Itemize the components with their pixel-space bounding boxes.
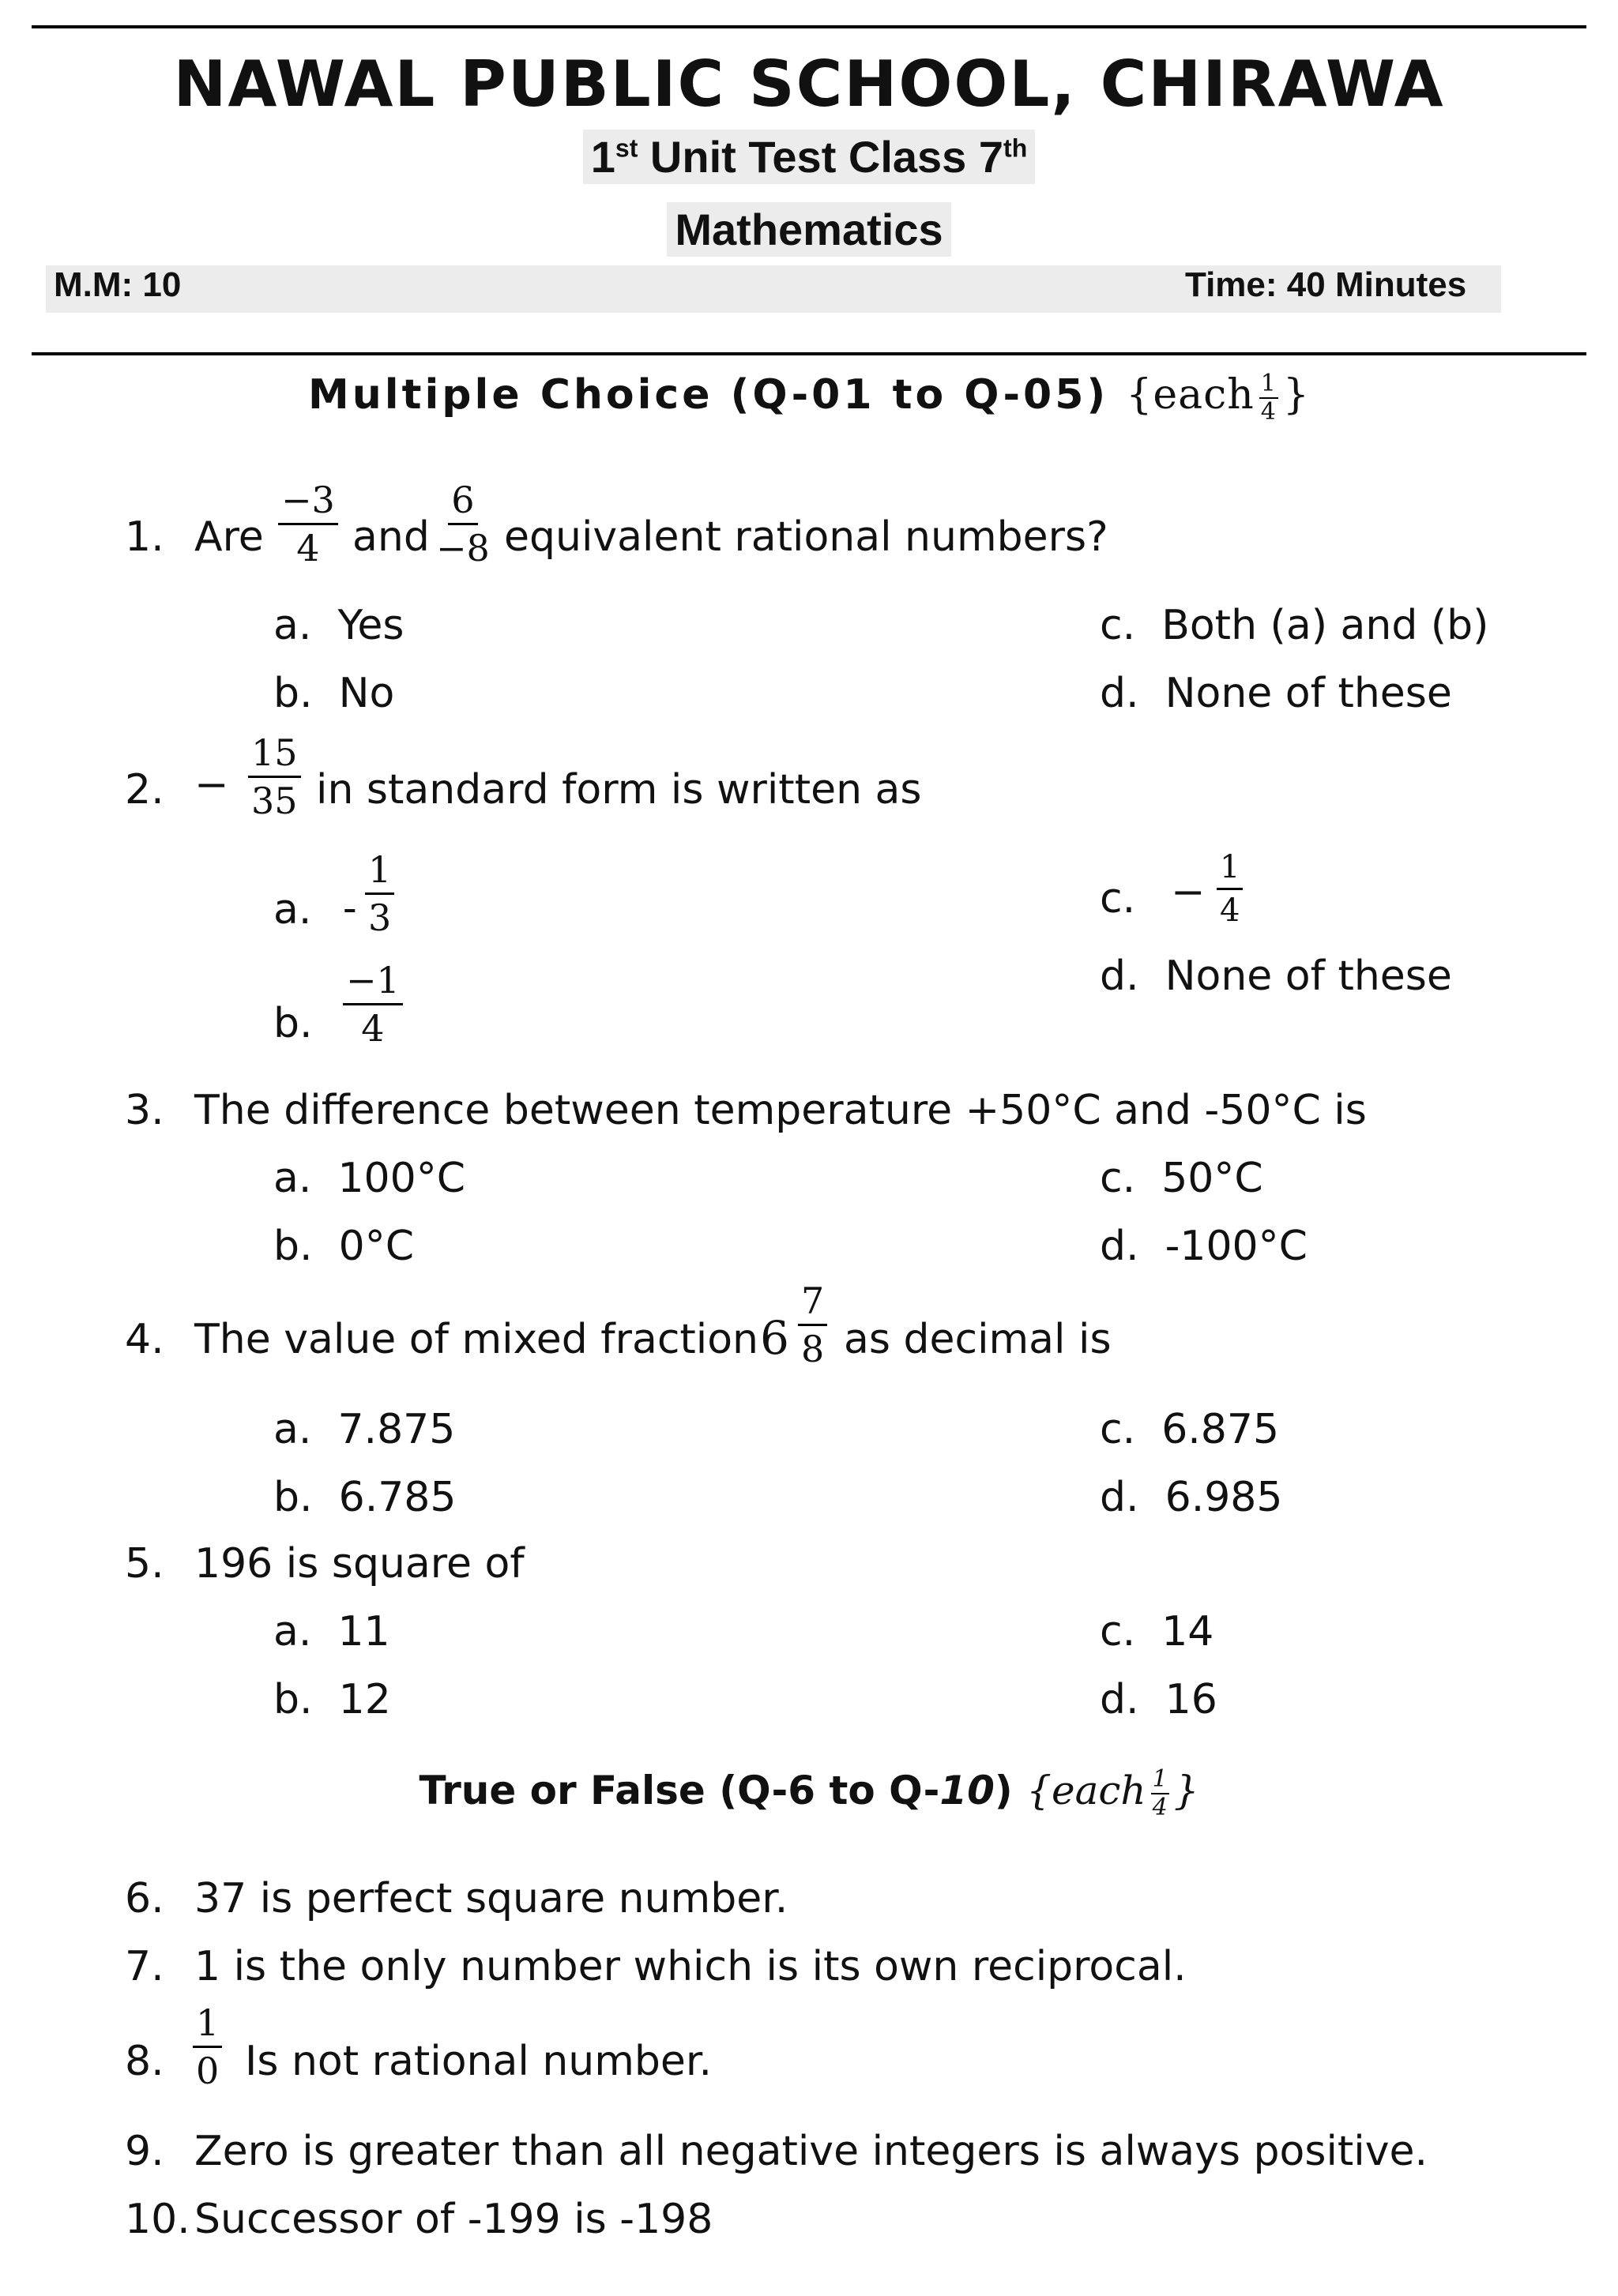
section1-frac-num: 1 <box>1260 369 1277 397</box>
q8-f-num: 1 <box>193 2005 222 2048</box>
q5-option-b <box>273 1676 391 1723</box>
letter: d. <box>1100 670 1139 717</box>
q2-f-num: 15 <box>248 735 301 778</box>
section2-marks <box>1026 1765 1199 1821</box>
q2-option-b-letter: b. <box>273 1000 313 1047</box>
letter: d. <box>1100 1676 1139 1723</box>
q2-a-den: 3 <box>368 896 392 939</box>
q4-whole: 6 <box>760 1311 789 1365</box>
q3-option-d <box>1100 1223 1308 1270</box>
q8-number: 8. <box>125 2038 164 2085</box>
q5-text: 196 is square of <box>194 1540 525 1588</box>
school-name: NAWAL PUBLIC SCHOOL, CHIRAWA <box>173 47 1445 121</box>
section-multiple-choice-title <box>0 371 1618 424</box>
q1-option-b <box>273 670 394 717</box>
q2-c-num: 1 <box>1217 851 1243 890</box>
q1-option-a <box>273 602 404 649</box>
section2-title-text: True or False (Q-6 to Q- <box>419 1768 940 1813</box>
q1-f1-num: −3 <box>278 482 338 525</box>
q4-f-num: 7 <box>798 1283 827 1326</box>
q3-option-d-text: -100°C <box>1165 1223 1308 1270</box>
section2-each: {each <box>1026 1768 1146 1813</box>
q5-option-b-text: 12 <box>338 1676 391 1723</box>
q1-option-c <box>1100 602 1488 649</box>
q4-option-d <box>1100 1474 1282 1521</box>
section1-marks <box>1126 369 1310 426</box>
max-marks: M.M: 10 <box>54 265 182 304</box>
q4-fraction <box>798 1280 827 1370</box>
unit-number: 1 <box>590 132 615 182</box>
q10-number: 10. <box>125 2196 190 2243</box>
q2-b-num: −1 <box>343 962 403 1005</box>
q1-number: 1. <box>125 513 164 561</box>
q1-option-c-text: Both (a) and (b) <box>1161 602 1489 649</box>
q5-option-c-text: 14 <box>1161 1608 1214 1655</box>
q4-f-den: 8 <box>801 1328 825 1370</box>
q3-option-b-text: 0°C <box>338 1223 415 1270</box>
q4-option-a <box>273 1406 455 1453</box>
q8-text: Is not rational number. <box>245 2038 713 2085</box>
time-allowed: Time: 40 Minutes <box>1185 265 1467 304</box>
letter: b. <box>273 1223 313 1270</box>
q1-f2-num: 6 <box>448 482 477 525</box>
section1-close: } <box>1282 371 1310 419</box>
q5-option-c <box>1100 1608 1214 1655</box>
q2-a-num: 1 <box>365 851 394 895</box>
q7-number: 7. <box>125 1943 164 1990</box>
q2-option-c-letter: c. <box>1100 875 1136 923</box>
q2-option-b-fraction <box>343 959 403 1050</box>
q2-f-den: 35 <box>251 780 298 822</box>
q3-option-b <box>273 1223 414 1270</box>
q9-text: Zero is greater than all negative integers is always positive. <box>194 2128 1428 2175</box>
q2-option-c-fraction <box>1217 849 1243 929</box>
q4-post: as decimal is <box>844 1316 1112 1363</box>
class-sup: th <box>1003 133 1028 163</box>
q2-option-d-text: None of these <box>1165 953 1452 1000</box>
subject <box>0 202 1618 257</box>
letter: b. <box>273 670 313 717</box>
q5-option-a <box>273 1608 390 1655</box>
section2-frac-num: 1 <box>1152 1765 1168 1793</box>
q3-option-a <box>273 1155 465 1202</box>
q9-number: 9. <box>125 2128 164 2175</box>
letter: b. <box>273 1676 313 1723</box>
q2-option-a-letter: a. <box>273 886 312 934</box>
q2-b-den: 4 <box>361 1007 385 1050</box>
q2-sign: − <box>194 761 229 809</box>
section1-fraction <box>1259 369 1278 426</box>
q1-option-d <box>1100 670 1452 717</box>
q1-fraction-2 <box>433 479 493 569</box>
q1-mid: and <box>352 513 430 561</box>
q6-text: 37 is perfect square number. <box>194 1875 788 1922</box>
letter: a. <box>273 602 312 649</box>
q4-number: 4. <box>125 1316 164 1363</box>
section-true-false-title <box>0 1765 1618 1821</box>
q1-post: equivalent rational numbers? <box>504 513 1108 561</box>
section1-frac-den: 4 <box>1260 397 1277 426</box>
q2-option-d <box>1100 953 1452 1000</box>
q2-option-c-sign: − <box>1171 869 1206 916</box>
q3-option-c <box>1100 1155 1263 1202</box>
q4-option-d-text: 6.985 <box>1165 1474 1283 1521</box>
q3-number: 3. <box>125 1087 164 1134</box>
q4-option-b-text: 6.785 <box>338 1474 457 1521</box>
q3-option-c-text: 50°C <box>1161 1155 1263 1202</box>
test-title <box>0 130 1618 184</box>
q2-option-a-fraction <box>365 848 394 939</box>
q1-pre: Are <box>194 513 264 561</box>
q1-option-b-text: No <box>338 670 395 717</box>
q2-post: in standard form is written as <box>316 766 922 814</box>
q1-option-d-text: None of these <box>1165 670 1452 717</box>
q8-f-den: 0 <box>196 2050 220 2092</box>
subject-text: Mathematics <box>667 202 950 257</box>
letter: c. <box>1100 1406 1136 1453</box>
q7-text: 1 is the only number which is its own reciprocal. <box>194 1943 1187 1990</box>
q1-fraction-1 <box>278 479 338 569</box>
letter: d. <box>1100 953 1139 1000</box>
letter: c. <box>1100 1155 1136 1202</box>
section1-each: {each <box>1126 371 1255 419</box>
q5-number: 5. <box>125 1540 164 1588</box>
unit-text: Unit Test Class 7 <box>638 132 1004 182</box>
letter: a. <box>273 1155 312 1202</box>
header-rule <box>32 352 1586 355</box>
q3-text: The difference between temperature +50°C and -50°C is <box>194 1087 1367 1134</box>
section2-frac-den: 4 <box>1152 1794 1168 1821</box>
letter: c. <box>1100 602 1136 649</box>
q4-option-c-text: 6.875 <box>1161 1406 1280 1453</box>
q5-option-a-text: 11 <box>337 1608 390 1655</box>
q1-option-a-text: Yes <box>337 602 404 649</box>
q4-option-a-text: 7.875 <box>337 1406 456 1453</box>
q4-option-c <box>1100 1406 1279 1453</box>
top-rule <box>32 25 1586 28</box>
q3-option-a-text: 100°C <box>337 1155 466 1202</box>
q6-number: 6. <box>125 1875 164 1922</box>
q2-c-den: 4 <box>1220 892 1240 929</box>
q8-fraction <box>193 2001 222 2092</box>
letter: a. <box>273 1406 312 1453</box>
letter: d. <box>1100 1474 1139 1521</box>
section2-title-italic: 10 <box>939 1768 995 1813</box>
q2-option-a-sign: - <box>343 885 357 932</box>
section2-title-end: ) <box>994 1768 1013 1813</box>
q5-option-d-text: 16 <box>1165 1676 1217 1723</box>
q2-fraction <box>248 731 301 822</box>
letter: b. <box>273 1474 313 1521</box>
q4-pre: The value of mixed fraction <box>194 1316 759 1363</box>
q1-f1-den: 4 <box>296 527 320 569</box>
section2-close: } <box>1173 1768 1199 1813</box>
q5-option-d <box>1100 1676 1217 1723</box>
letter: a. <box>273 1608 312 1655</box>
q10-text: Successor of -199 is -198 <box>194 2196 713 2243</box>
letter: c. <box>1100 1608 1136 1655</box>
section1-title-text: Multiple Choice (Q-01 to Q-05) <box>308 371 1109 419</box>
section2-fraction <box>1151 1765 1169 1821</box>
unit-sup: st <box>615 133 638 163</box>
test-title-box <box>583 130 1035 184</box>
q2-number: 2. <box>125 766 164 814</box>
q4-option-b <box>273 1474 456 1521</box>
letter: d. <box>1100 1223 1139 1270</box>
q1-f2-den: −8 <box>436 527 490 569</box>
